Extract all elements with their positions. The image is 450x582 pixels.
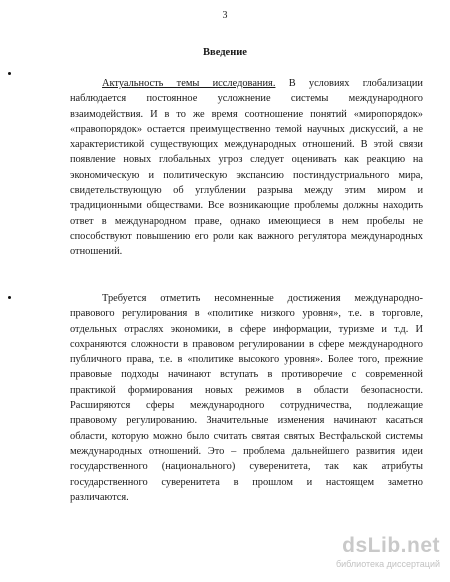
paragraph-line: правового регулирования в «политике низкого уровня», т.е. в торговле, [70,308,423,320]
margin-mark [8,296,11,299]
paragraph-line: отношений. [70,246,123,258]
page-title: Введение [203,47,247,58]
paragraph-line: публичного права, т.е. в «политике высокого уровня». Более того, прежние [70,354,423,366]
paragraph-line: свидетельствующую об углублении разрыва между этим миром и [70,185,423,197]
paragraph-line: «правопорядок» остается преимущественно темой научных дискуссий, а не [70,123,423,135]
paragraph-line: правовые подходы начинают вступать в противоречие с современной [70,369,423,381]
paragraph-1 [70,76,423,260]
paragraph-line: появление новых глобальных угроз следует оценивать как реакцию на [70,154,423,166]
paragraph-line: экономическую и политическую экспансию постиндустриального мира, [70,169,423,181]
paragraph-line: международных отношений. Это – проблема дальнейшего развития идеи [70,445,423,457]
watermark-logo: dsLib.net [342,534,440,557]
paragraph-line: правовому регулированию. Значительные изменения начинают касаться [70,415,423,427]
watermark [328,534,440,574]
paragraph-line: наблюдается постоянное усложнение системы международного [70,93,423,105]
page-number: 3 [222,10,228,21]
paragraph-line: государственного суверенитета в прошлом и настоящем заметно [70,476,423,488]
paragraph-line: традиционными обществами. Все возникающие проблемы должны находить [70,200,423,212]
watermark-caption: библиотека диссертаций [335,559,440,569]
paragraph-line: практикой формирования новых режимов в области безопасности. [70,384,423,396]
paragraph-line: способствуют повышению его роли как важного регулятора международных [70,230,423,242]
paragraph-line: отдельных отраслях экономики, в сфере информации, туризме и т.д. И [70,323,423,335]
paragraph-line: государственного (национального) суверенитета, так как атрибуты [70,461,423,473]
paragraph-2 [70,291,423,505]
paragraph-line: характеристикой существующих международных отношений. В этой связи [70,139,423,151]
paragraph-line: ответ в международном праве, однако имеющиеся в нем пробелы не [70,215,423,227]
paragraph-line: области, которую можно было считать святая святых Вестфальской системы [70,430,423,442]
margin-mark [8,72,11,75]
paragraph-line: Требуется отметить несомненные достижения международно- [102,293,423,304]
paragraph-line: сохраняются сложности в правовом регулировании в сфере международного [70,338,423,350]
paragraph-line: Расширяются сферы международного сотрудничества, подлежащие [70,400,423,412]
paragraph-line: взаимодействия. И в то же время соотношение понятий «миропорядок» [70,108,423,120]
topic-relevance-label: Актуальность темы исследования. [102,78,276,89]
paragraph-line: различаются. [70,491,129,503]
paragraph-line: Актуальность темы исследования. В условиях глобализации [102,78,423,89]
